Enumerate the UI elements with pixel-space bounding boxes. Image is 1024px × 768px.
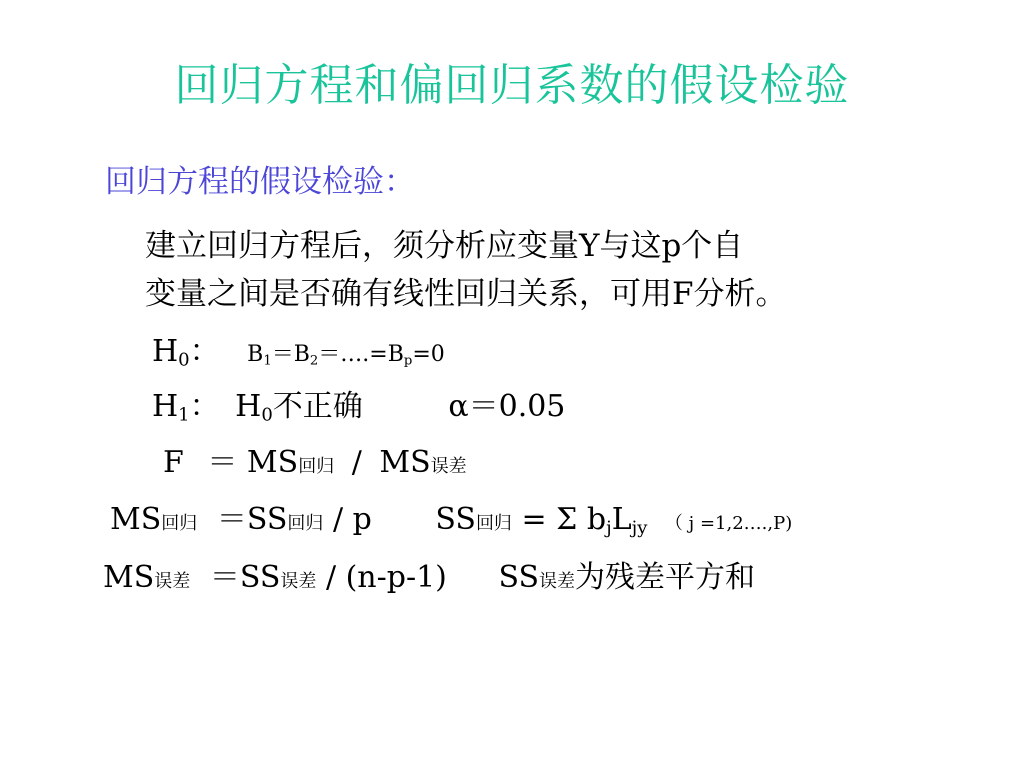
h1-label: H xyxy=(152,389,179,424)
f-statistic-formula: F ＝ MS回归 / MS误差 xyxy=(163,445,467,480)
paragraph-line-2: 变量之间是否确有线性回归关系，可用F分析。 xyxy=(145,276,787,312)
ms-error-formula: MS误差 ＝SS误差 / (n-p-1) SS误差为残差平方和 xyxy=(103,560,756,595)
paragraph-line-1: 建立回归方程后，须分析应变量Y与这p个自 xyxy=(145,228,744,264)
section-heading: 回归方程的假设检验： xyxy=(105,164,415,200)
intro-paragraph xyxy=(145,222,945,318)
alpha-level: α＝0.05 xyxy=(448,389,566,424)
null-hypothesis: $H_0$： $B_1=B_2=\dots.=B_p=0$ xyxy=(152,334,445,371)
alternative-hypothesis: $H_1$： $H_0$不正确 α＝0.05 xyxy=(152,389,566,426)
ms-regression-formula: MS回归 ＝SS回归 / p SS回归 = Σ $b_jL_{jy}$ （ j =1,2….,P) xyxy=(110,502,793,539)
slide-title: 回归方程和偏回归系数的假设检验 xyxy=(174,60,850,111)
h0-label: H xyxy=(152,334,179,369)
